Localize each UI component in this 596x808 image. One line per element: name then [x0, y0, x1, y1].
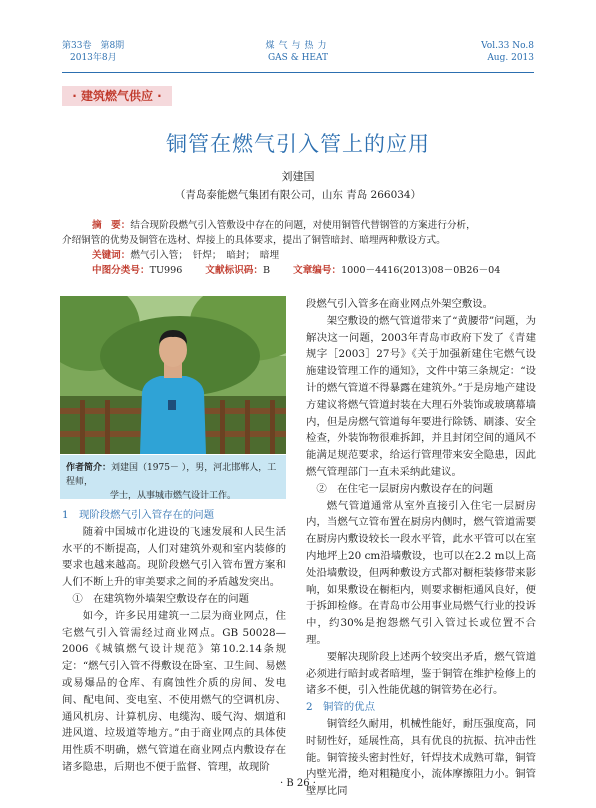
journal-name-cn: 煤气与热力: [265, 41, 331, 51]
classification-line: [62, 263, 534, 278]
abstract-label: 摘 要：: [92, 220, 131, 231]
volume-cn: 第33卷 第8期: [62, 41, 125, 51]
paragraph: 段燃气引入管多在商业网点外架空敷设。: [306, 298, 494, 310]
author-name: 刘建国: [281, 170, 315, 183]
article-no-label: 文章编号：: [293, 265, 342, 276]
doc-code-value: B: [262, 265, 271, 276]
section-heading-1: 1 现阶段燃气引入管存在的问题: [62, 509, 215, 521]
clc-field: [92, 265, 182, 276]
keywords: 燃气引入管； 钎焊； 暗封； 暗埋: [130, 250, 280, 261]
author-photo-image: [60, 296, 286, 454]
author-bio-text-2: 学士，从事城市燃气设计工作。: [109, 491, 236, 501]
doc-code-label: 文献标识码：: [205, 265, 263, 276]
keywords-label: 关键词：: [92, 250, 131, 261]
author-bio-text-1: 刘建国（1975－ ），男，河北邯郸人，工程师，: [66, 463, 277, 487]
author-bio-label: 作者简介：: [66, 463, 112, 473]
paragraph: 铜管经久耐用，机械性能好，耐压强度高，同时韧性好，延展性高，具有优良的抗振、抗冲击性能。铜管接头密封性好，钎焊技术成熟可靠，铜管内壁光滑，绝对粗糙度小，流体摩擦阻力小。铜管壁厚比同: [306, 717, 536, 798]
paragraph: 如今，许多民用建筑一二层为商业网点，住宅燃气引入管需经过商业网点。GB 50028—2006《城镇燃气设计规范》第10.2.14条规定：“燃气引入管不得敷设在卧室、卫生间、易燃或易爆品的仓库、有腐蚀性介质的房间、发电间、配电间、变电室、不使用燃气的空调机房、通风机房、计算机房、电缆沟、暖气沟、烟道和进风道、垃圾道等地方。”由于商业网点的具体使用性质不明确，燃气管道在商业网点内敷设存在诸多隐患，后期也不便于监督、管理，故现阶: [62, 609, 286, 773]
keywords-line: [62, 248, 534, 263]
subsection-heading: ① 在建筑物外墙架空敷设存在的问题: [72, 592, 250, 605]
volume-en: Vol.33 No.8: [481, 41, 534, 51]
date-en: Aug. 2013: [487, 53, 534, 63]
article-no-value: 1000－4416(2013)08－0B26－04: [341, 265, 501, 276]
section-heading-2: 2 铜管的优点: [306, 701, 375, 714]
date-cn: 2013年8月: [70, 53, 117, 63]
doc-code-field: [205, 265, 270, 276]
paragraph: 要解决现阶段上述两个较突出矛盾，燃气管道必须进行暗封或者暗埋，鉴于铜管在维护检修上的诸多不便，引入性能优越的铜管势在必行。: [306, 650, 536, 697]
author-affiliation: （青岛泰能燃气集团有限公司，山东 青岛 266034）: [174, 189, 422, 201]
abstract-block: [62, 218, 534, 278]
running-header: [62, 40, 534, 74]
header-right: [481, 40, 534, 64]
clc-value: TU996: [149, 265, 183, 276]
abstract-line-1: [62, 218, 534, 233]
header-divider: [62, 72, 534, 73]
article-no-field: [293, 265, 500, 276]
left-column: [62, 507, 286, 776]
paragraph: 随着中国城市化进设的飞速发展和人民生活水平的不断提高，人们对建筑外观和室内装修的要求也越来越高。现阶段燃气引入管布置方案和人们不断上升的审美要求之间的矛盾越发突出。: [62, 525, 286, 589]
paragraph: 燃气管道通常从室外直接引入住宅一层厨房内，当燃气立管布置在厨房内侧时，燃气管道需要在厨房内敷设较长一段水平管，此水平管可以在室内地坪上20 cm沿墙敷设，也可以在2.2 m以上高处沿墙敷设，但两种敷设方式都对橱柜装修带来影响，如果敷设在橱柜内，则要求橱柜通风良好，便于拆卸检修。在青岛市公用事业局燃气行业的投诉中，约30%是抱怨燃气引入管过长或位置不合理。: [306, 499, 536, 646]
author-bio-caption: [60, 455, 286, 499]
author-photo: [60, 296, 286, 454]
page-number: · B 26 ·: [280, 778, 316, 789]
section-tag: · 建筑燃气供应 ·: [62, 86, 172, 106]
paragraph: 架空敷设的燃气管道带来了“黄腰带”问题，为解决这一问题，2003年青岛市政府下发了《青建规字［2003］27号》《关于加强新建住宅燃气设施建设管理工作的通知》，文件中第三条规定：“设计的燃气管道不得暴露在建筑外。”于是房地产建设方建议将燃气管道封装在大理石外装饰或玻璃幕墙内，但是房燃气管道每年要进行除锈、刷漆、安全检查，外装饰物很难拆卸，并且封闭空间的通风不能满足规范要求，给运行管理带来安全隐患，因此燃气管理部门一直未采纳此建议。: [306, 314, 536, 478]
subsection-heading: ② 在住宅一层厨房内敷设存在的问题: [316, 482, 494, 495]
header-center: [62, 40, 534, 64]
author-bio-line-1: [66, 461, 280, 489]
article-title: 铜管在燃气引入管上的应用: [166, 132, 430, 156]
clc-label: 中图分类号：: [92, 265, 150, 276]
abstract-text-1: 结合现阶段燃气引入管敷设中存在的问题，对使用铜管代替钢管的方案进行分析，: [130, 220, 476, 231]
right-column: [306, 296, 536, 800]
abstract-text-2: 介绍铜管的优势及铜管在选材、焊接上的具体要求，提出了铜管暗封、暗埋两种敷设方式。: [62, 235, 446, 246]
journal-name-en: GAS & HEAT: [267, 53, 329, 63]
